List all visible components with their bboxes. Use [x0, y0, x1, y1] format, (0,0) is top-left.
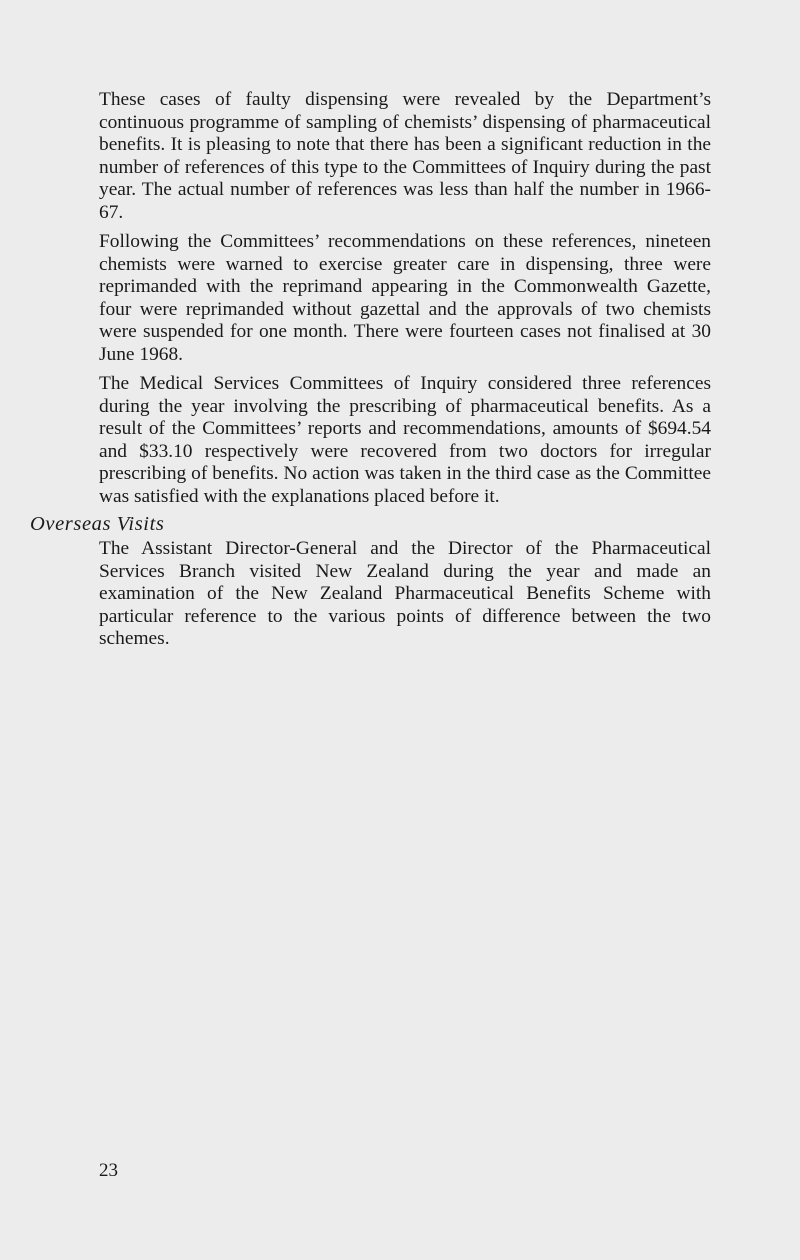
- paragraph-committee-recommendations: Following the Committees’ recommendations on these references, nineteen chemists were warned to exercise greater care in dispensing, three were reprimanded with the reprimand appearing in the Commonwealth Gazette, four were reprimanded without gazettal and the approvals of two chemists were suspended for one month. There were fourteen cases not finalised at 30 June 1968.: [99, 231, 711, 365]
- section-heading-overseas-visits: Overseas Visits: [30, 513, 165, 535]
- paragraph-medical-services-inquiry: The Medical Services Committees of Inquiry considered three references during the year involving the prescribing of pharmaceutical benefits. As a result of the Committees’ reports and recommendations, amounts of $694.54 and $33.10 respectively were recovered from two doctors for irregular prescribing of benefits. No action was taken in the third case as the Committee was satisfied with the explanations placed before it.: [99, 373, 711, 507]
- paragraph-faulty-dispensing: These cases of faulty dispensing were revealed by the Department’s continuous programme of sampling of chemists’ dispensing of pharmaceutical benefits. It is pleasing to note that there has been a significant reduction in the number of references of this type to the Committees of Inquiry during the past year. The actual number of references was less than half the number in 1966-67.: [99, 89, 711, 223]
- paragraph-overseas-visits: The Assistant Director-General and the Director of the Pharmaceutical Services Branch visited New Zealand during the year and made an examination of the New Zealand Pharmaceutical Benefits Scheme with particular reference to the various points of difference between the two schemes.: [99, 538, 711, 650]
- page-number: 23: [99, 1160, 118, 1181]
